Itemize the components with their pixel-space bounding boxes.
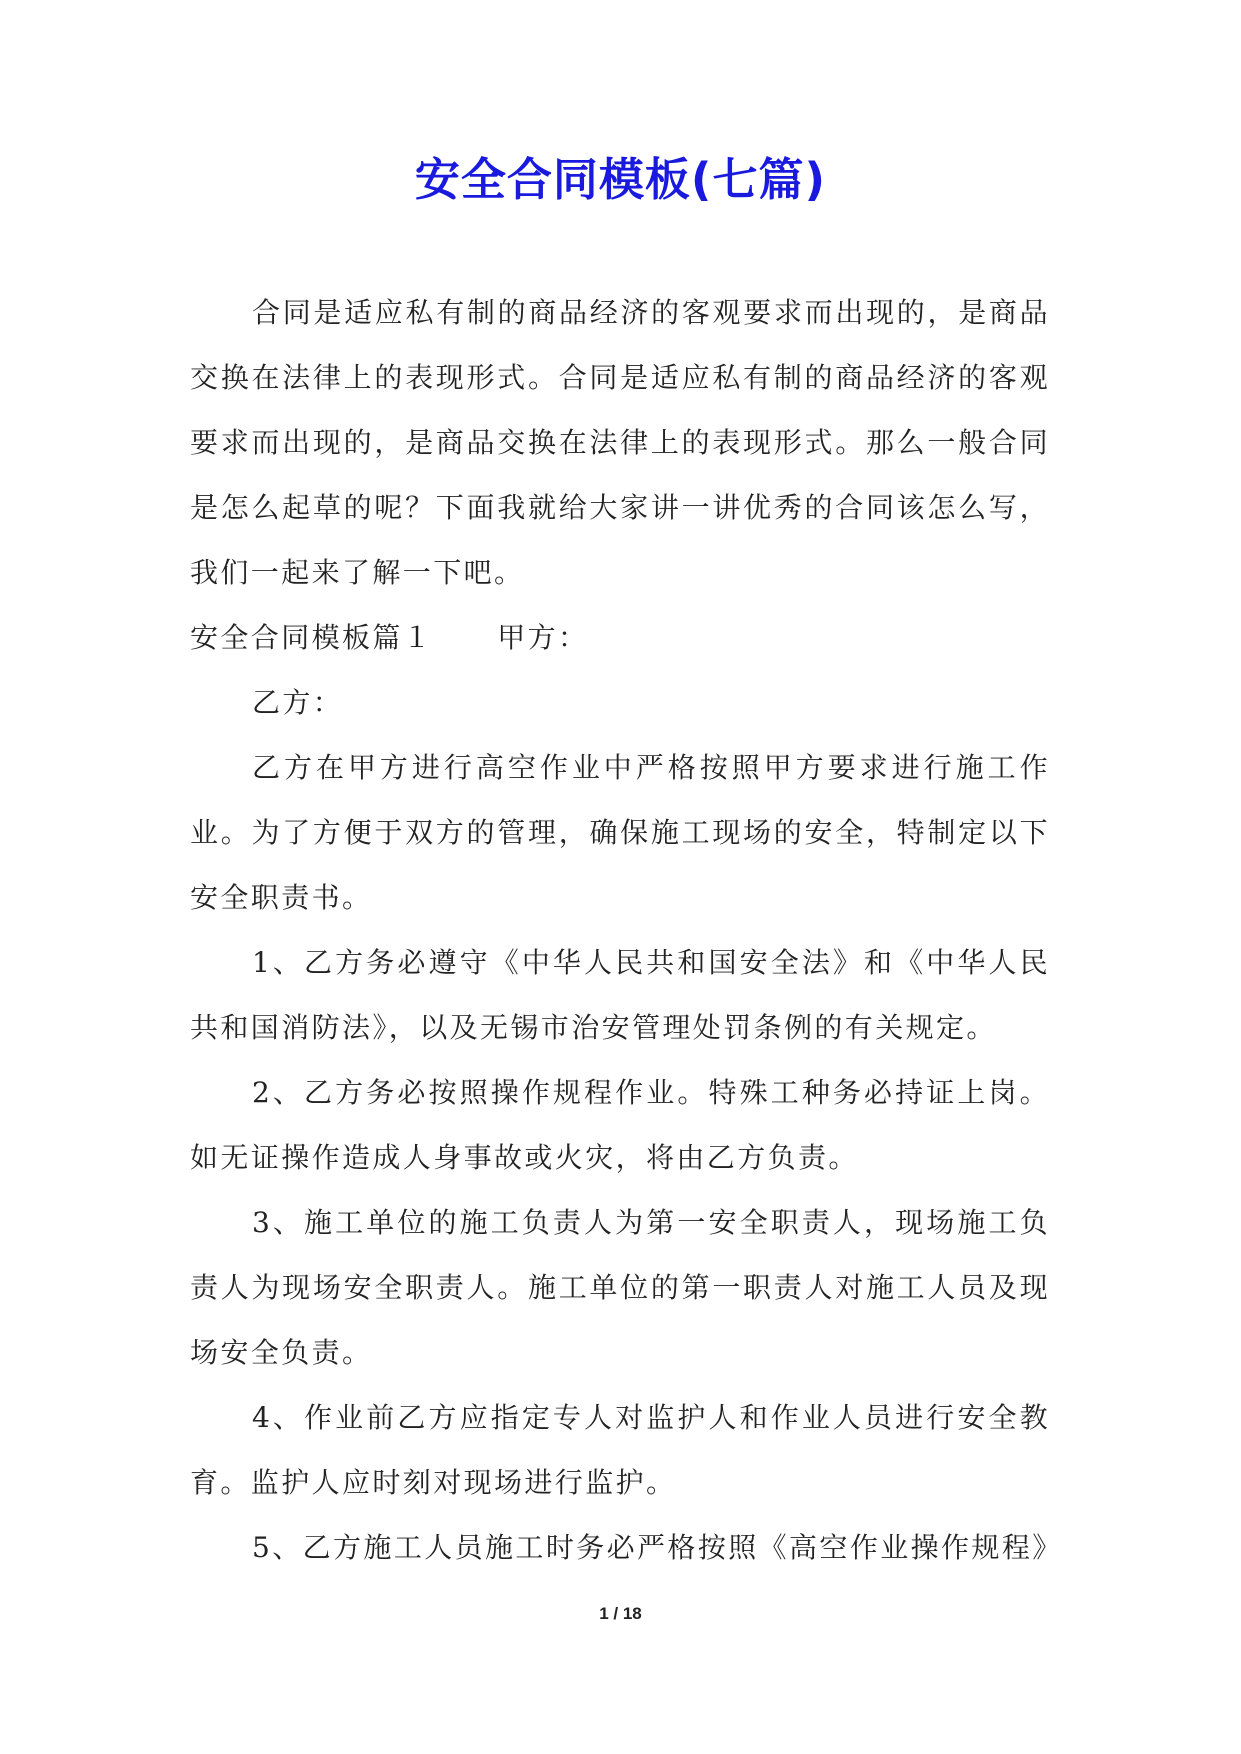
clause-item: 4、作业前乙方应指定专人对监护人和作业人员进行安全教育。监护人应时刻对现场进行监护。 <box>190 1401 1050 1499</box>
section-preamble: 乙方在甲方进行高空作业中严格按照甲方要求进行施工作业。为了方便于双方的管理，确保施工现场的安全，特制定以下安全职责书。 <box>190 751 1050 914</box>
clause-item: 5、乙方施工人员施工时务必严格按照《高空作业操作规程》 <box>252 1531 1063 1564</box>
clause-item: 2、乙方务必按照操作规程作业。特殊工种务必持证上岗。如无证操作造成人身事故或火灾，将由乙方负责。 <box>190 1076 1050 1174</box>
party-b-label: 乙方： <box>252 686 344 719</box>
section-title: 安全合同模板篇１ <box>190 621 434 654</box>
party-a-label: 甲方： <box>497 621 589 654</box>
section-heading <box>190 605 1050 670</box>
clause-item: 3、施工单位的施工负责人为第一安全职责人，现场施工负责人为现场安全职责人。施工单位的第一职责人对施工人员及现场安全负责。 <box>190 1206 1050 1369</box>
clause-item: 1、乙方务必遵守《中华人民共和国安全法》和《中华人民共和国消防法》，以及无锡市治安管理处罚条例的有关规定。 <box>190 946 1050 1044</box>
page-number: 1 / 18 <box>599 1604 642 1623</box>
intro-paragraph: 合同是适应私有制的商品经济的客观要求而出现的，是商品交换在法律上的表现形式。合同是适应私有制的商品经济的客观要求而出现的，是商品交换在法律上的表现形式。那么一般合同是怎么起草的呢？下面我就给大家讲一讲优秀的合同该怎么写，我们一起来了解一下吧。 <box>190 296 1050 589</box>
document-title: 安全合同模板(七篇) <box>414 153 827 206</box>
document-body <box>190 280 1063 1580</box>
